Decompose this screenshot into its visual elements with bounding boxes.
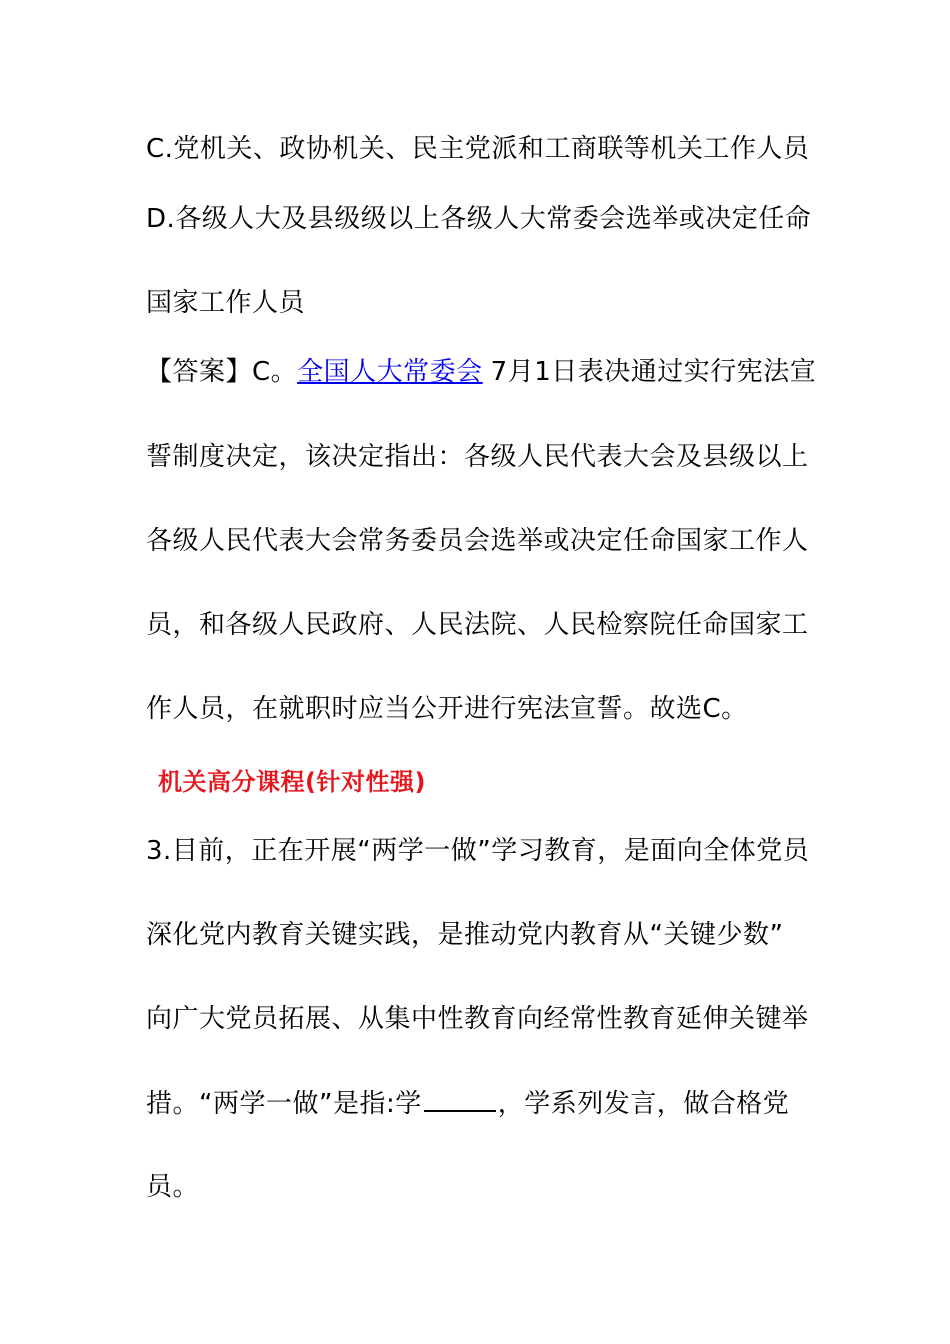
explanation-line: 作人员，在就职时应当公开进行宪法宣誓。故选C。: [146, 694, 748, 724]
answer-line: [146, 355, 816, 389]
question3-blank-line: [146, 1086, 789, 1121]
blank-line-before: 措。“两学一做”是指:学: [146, 1089, 422, 1119]
option-d-line-1: D.各级人大及县级级以上各级人大常委会选举或决定任命: [146, 204, 812, 234]
explanation-line: 誓制度决定，该决定指出：各级人民代表大会及县级以上: [146, 442, 809, 472]
explanation-line: 员，和各级人民政府、人民法院、人民检察院任命国家工: [146, 610, 809, 640]
question3-line: 向广大党员拓展、从集中性教育向经常性教育延伸关键举: [146, 1004, 809, 1034]
option-d-line-2: 国家工作人员: [146, 288, 306, 318]
answer-prefix: 【答案】C。: [146, 357, 298, 387]
option-c: C.党机关、政协机关、民主党派和工商联等机关工作人员: [146, 134, 810, 164]
question3-line: 深化党内教育关键实践，是推动党内教育从“关键少数”: [146, 920, 784, 950]
blank-line-after: ，学系列发言，做合格党: [497, 1089, 790, 1119]
explanation-line: 各级人民代表大会常务委员会选举或决定任命国家工作人: [146, 526, 809, 556]
answer-suffix: 7月1日表决通过实行宪法宣: [490, 357, 817, 387]
question3-last-line: 员。: [146, 1172, 200, 1202]
npc-standing-committee-link[interactable]: 全国人大常委会: [297, 357, 483, 387]
question3-line: 3.目前，正在开展“两学一做”学习教育，是面向全体党员: [146, 836, 810, 866]
fill-in-blank: [424, 1086, 496, 1112]
promo-course-link[interactable]: 机关高分课程(针对性强): [158, 768, 426, 796]
